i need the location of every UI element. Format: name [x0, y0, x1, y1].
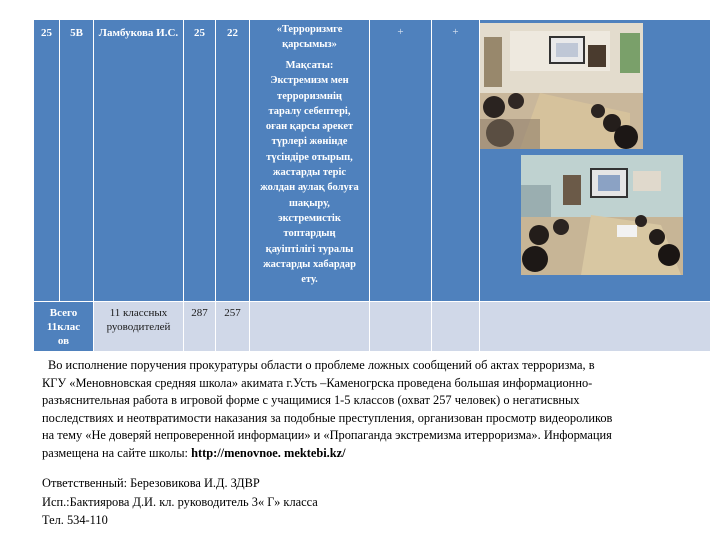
cell-mark-2 [432, 20, 480, 302]
goal-line: жолдан аулақ болуға [260, 182, 359, 194]
goal-line: ету. [301, 274, 318, 286]
report-line-prefix: размещена на сайте школы: [42, 445, 192, 460]
cell-row-number [34, 20, 60, 302]
school-website-link[interactable]: http://menovnoe. mektebi.kz/ [191, 445, 346, 460]
goal-line: жастарды теріс [272, 167, 347, 179]
cell-class [60, 20, 94, 302]
total-label-line: ов [57, 335, 70, 347]
cell-empty-mark-1 [370, 302, 432, 352]
cell-empty-mark-2 [432, 302, 480, 352]
cell-total-present [216, 302, 250, 352]
goal-line: оған қарсы әрекет [265, 121, 354, 133]
classroom-photo-1-image [480, 23, 643, 149]
goal-line: жастарды хабардар [263, 258, 356, 270]
goal-line: шақыру, [289, 197, 330, 209]
cell-photos [480, 20, 711, 302]
report-paragraph [42, 357, 702, 463]
report-line: последствиях и неотвратимости наказания за подобные преступления, организован просмотр видеороликов [42, 410, 613, 425]
event-topic: «Терроризмге қарсымыз» [276, 24, 343, 50]
goal-line: экстремистік [278, 212, 341, 224]
report-line-last [42, 445, 702, 463]
total-count: 287 [191, 307, 208, 319]
total-label-line: 11клас [46, 321, 81, 333]
cell-empty-photos [480, 302, 711, 352]
report-line: КГУ «Меновновская средняя школа» акимата г.Усть –Каменогрска проведена большая информационно- [42, 375, 593, 390]
goal-line: Экстремизм мен [270, 75, 349, 87]
goal-line: терроризмнің [277, 90, 342, 102]
report-line: разъяснительная работа в игровой форме с учащимися 1-5 классов (охват 257 человек) о негатиcвных [42, 393, 580, 408]
cell-count-total [184, 20, 216, 302]
goal-line: топтардың [283, 228, 336, 240]
mark-plus: + [452, 26, 459, 38]
classroom-photo-2-image [521, 155, 683, 275]
cell-teacher [94, 20, 184, 302]
count-total: 25 [194, 27, 205, 39]
footer-executor: Исп.:Бактиярова Д.И. кл. руководитель 3« Г» класса [42, 495, 318, 509]
cell-topic [250, 20, 370, 302]
report-line: Во исполнение поручения прокуратуры области о проблеме ложных сообщений об актах терроризма, в [48, 358, 595, 372]
mark-plus: + [397, 26, 404, 38]
row-number: 25 [41, 27, 52, 39]
goal-label: Мақсаты: [285, 60, 334, 71]
class-name: 5В [70, 27, 83, 39]
cell-empty-topic [250, 302, 370, 352]
goal-line: түрлері жөнінде [271, 136, 348, 148]
classroom-photo-1 [480, 23, 643, 149]
count-present: 22 [227, 27, 238, 39]
cell-mark-1 [370, 20, 432, 302]
total-desc-line: руоводителей [106, 321, 171, 333]
total-label-line: Всего [49, 307, 78, 319]
goal-line: түсіндіре отырып, [266, 151, 353, 163]
footer-responsible: Ответственный: Березовикова И.Д. ЗДВР [42, 476, 260, 490]
event-goal [250, 52, 369, 287]
cell-total-desc [94, 302, 184, 352]
cell-count-present [216, 20, 250, 302]
teacher-name: Ламбукова И.С. [98, 27, 179, 39]
total-desc-line: 11 классных [109, 307, 168, 319]
total-present: 257 [224, 307, 241, 319]
goal-line: қауіптілігі туралы [265, 243, 354, 255]
report-line: на тему «Не доверяй непроверенной информации» и «Пропаганда экстремизма итерроризма». Информация [42, 428, 612, 443]
goal-line: таралу себептері, [268, 105, 351, 117]
cell-total-count [184, 302, 216, 352]
activity-table [34, 20, 711, 352]
footer-phone: Тел. 534-110 [42, 513, 108, 527]
cell-total-label [34, 302, 94, 352]
classroom-photo-2 [521, 155, 683, 275]
